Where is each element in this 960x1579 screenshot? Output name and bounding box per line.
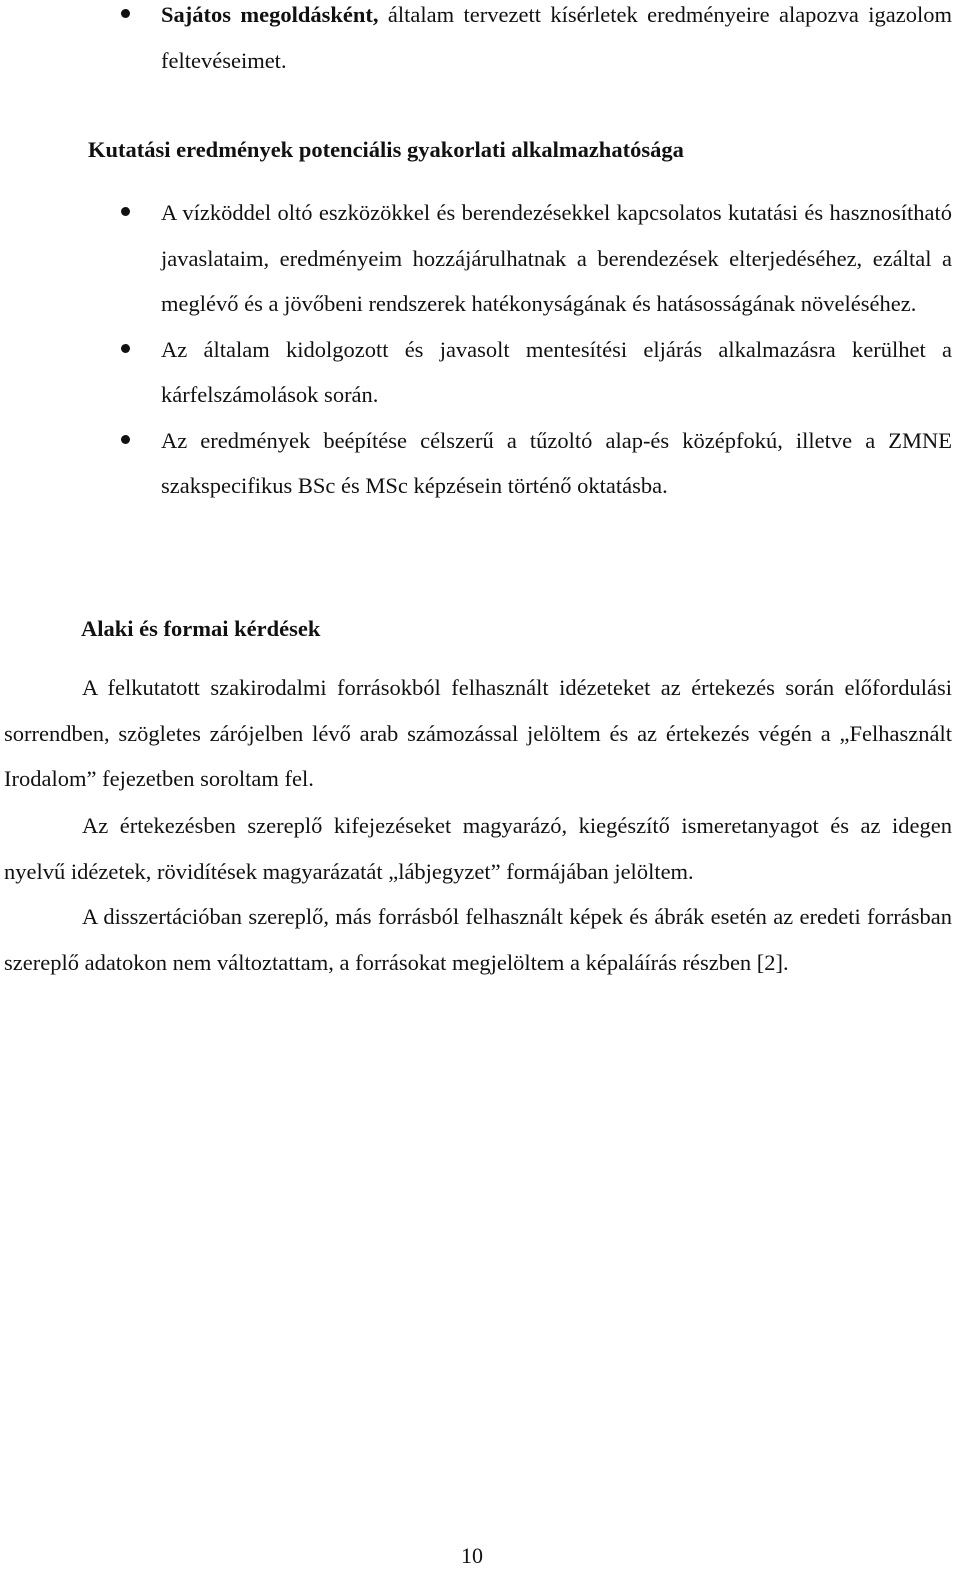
bullet-dot-icon bbox=[121, 9, 130, 18]
bullet-dot-icon bbox=[121, 207, 130, 216]
bullet-lead-bold: Sajátos megoldásként, bbox=[161, 2, 379, 27]
section-title-formal-questions: Alaki és formai kérdések bbox=[81, 616, 321, 641]
list-item bbox=[0, 327, 960, 418]
bullet-text: általam tervezett kísérletek eredményeire alapozva igazolom feltevéseimet. bbox=[161, 2, 953, 73]
body-paragraph: A disszertációban szereplő, más forrásból felhasznált képek és ábrák esetén az eredeti forrásban szereplő adatokon nem változtattam, a forrásokat megjelöltem a képaláírás részben [2]. bbox=[4, 904, 952, 975]
applicability-bullet-list bbox=[0, 190, 960, 509]
section-title-applicability: Kutatási eredmények potenciális gyakorlati alkalmazhatósága bbox=[88, 137, 684, 162]
list-item bbox=[0, 0, 960, 83]
body-paragraph: A felkutatott szakirodalmi forrásokból felhasznált idézeteket az értekezés során előfordulási sorrendben, szögletes zárójelben lévő arab számozással jelöltem és az értekezés végén a „Felhasznált Irodalom” fejezetben soroltam fel. bbox=[4, 675, 952, 791]
page-number: 10 bbox=[461, 1543, 483, 1568]
body-paragraph: Az értekezésben szereplő kifejezéseket magyarázó, kiegészítő ismeretanyagot és az idegen nyelvű idézetek, rövidítések magyarázatát „lábjegyzet” formájában jelöltem. bbox=[4, 813, 952, 884]
bullet-text: Az eredmények beépítése célszerű a tűzoltó alap-és középfokú, illetve a ZMNE szakspecifikus BSc és MSc képzésein történő oktatásba. bbox=[161, 427, 952, 498]
bullet-dot-icon bbox=[121, 344, 130, 353]
bullet-text: Az általam kidolgozott és javasolt mentesítési eljárás alkalmazásra kerülhet a kárfelszámolások során. bbox=[161, 336, 952, 407]
bullet-dot-icon bbox=[121, 435, 130, 444]
list-item bbox=[0, 418, 960, 509]
bullet-text: A vízköddel oltó eszközökkel és berendezésekkel kapcsolatos kutatási és hasznosítható javaslataim, eredményeim hozzájárulhatnak a berendezések elterjedéséhez, ezáltal a meglévő és a jövőbeni rendszerek hatékonyságának és hatásosságának növeléséhez. bbox=[161, 200, 952, 316]
top-bullet-list bbox=[0, 0, 960, 83]
list-item bbox=[0, 190, 960, 327]
